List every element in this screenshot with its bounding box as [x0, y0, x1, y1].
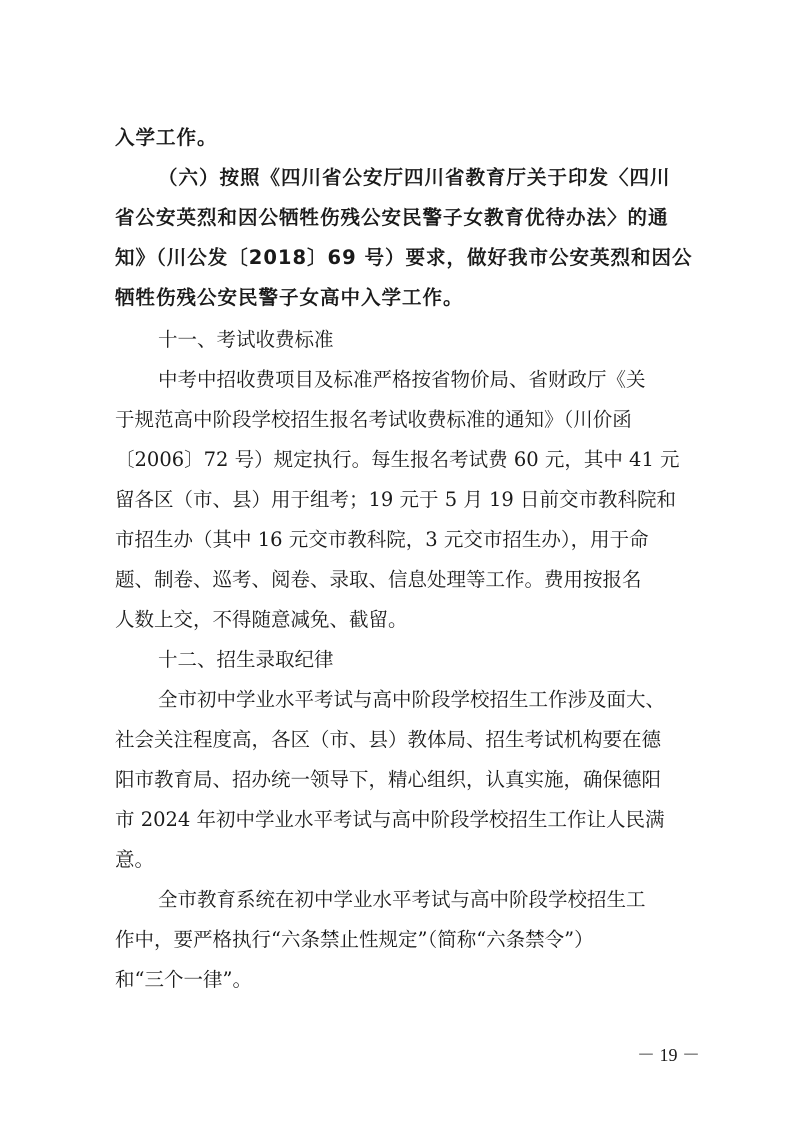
paragraph-line: 中考中招收费项目及标准严格按省物价局、省财政厅《关	[158, 368, 646, 391]
paragraph-line: （六）按照《四川省公安厅四川省教育厅关于印发〈四川	[158, 166, 671, 189]
paragraph-line: 人数上交，不得随意减免、截留。	[115, 608, 408, 631]
page-number: － 19 －	[637, 1045, 700, 1065]
paragraph-line: 题、制卷、巡考、阅卷、录取、信息处理等工作。费用按报名	[115, 568, 642, 591]
paragraph-line: 牺牲伤残公安民警子女高中入学工作。	[115, 286, 464, 309]
paragraph-line: 作中，要严格执行“六条禁止性规定”（简称“六条禁令”）	[115, 928, 594, 951]
paragraph-line: 社会关注程度高，各区（市、县）教体局、招生考试机构要在德	[115, 728, 662, 751]
paragraph-line: 全市教育系统在初中学业水平考试与高中阶段学校招生工	[158, 888, 646, 911]
section-heading: 十二、招生录取纪律	[158, 648, 334, 671]
paragraph-line: 〔2006〕72 号）规定执行。每生报名考试费 60 元，其中 41 元	[115, 448, 680, 471]
paragraph-line: 全市初中学业水平考试与高中阶段学校招生工作涉及面大、	[158, 688, 666, 711]
paragraph-line: 市 2024 年初中学业水平考试与高中阶段学校招生工作让人民满	[115, 808, 665, 831]
paragraph-line: 意。	[115, 848, 155, 871]
paragraph-line: 入学工作。	[115, 126, 218, 149]
paragraph-line: 省公安英烈和因公牺牲伤残公安民警子女教育优待办法〉的通	[115, 206, 669, 229]
paragraph-line: 市招生办（其中 16 元交市教科院，3 元交市招生办），用于命	[115, 528, 649, 551]
paragraph-line: 阳市教育局、招办统一领导下，精心组织，认真实施，确保德阳	[115, 768, 662, 791]
paragraph-line: 和“三个一律”。	[115, 968, 252, 991]
paragraph-line: 于规范高中阶段学校招生报名考试收费标准的通知》（川价函	[115, 408, 632, 431]
paragraph-line: 知》（川公发〔2018〕69 号）要求，做好我市公安英烈和因公	[115, 246, 693, 269]
paragraph-line: 留各区（市、县）用于组考；19 元于 5 月 19 日前交市教科院和	[115, 488, 677, 511]
section-heading: 十一、考试收费标准	[158, 328, 334, 351]
